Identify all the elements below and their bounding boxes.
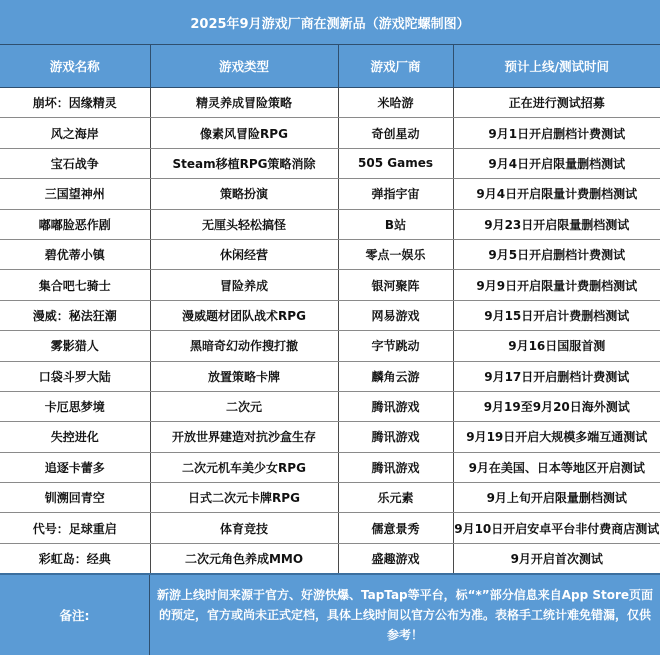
cell-game-name: 漫威：秘法狂潮 xyxy=(0,300,150,330)
cell-game-name: 失控进化 xyxy=(0,422,150,452)
cell-schedule: 9月开启首次测试 xyxy=(453,543,660,573)
cell-schedule: 正在进行测试招募 xyxy=(453,88,660,118)
cell-publisher: 腾讯游戏 xyxy=(338,452,453,482)
cell-genre: 精灵养成冒险策略 xyxy=(150,88,338,118)
cell-publisher: 网易游戏 xyxy=(338,300,453,330)
cell-genre: 二次元角色养成MMO xyxy=(150,543,338,573)
cell-publisher: 字节跳动 xyxy=(338,331,453,361)
table-row xyxy=(0,483,660,513)
cell-publisher: 弹指宇宙 xyxy=(338,179,453,209)
cell-genre: 体育竞技 xyxy=(150,513,338,543)
table-row xyxy=(0,513,660,543)
sheet-title: 2025年9月游戏厂商在测新品（游戏陀螺制图） xyxy=(0,0,660,45)
cell-genre: 漫威题材团队战术RPG xyxy=(150,300,338,330)
cell-game-name: 卡厄思梦境 xyxy=(0,391,150,421)
remarks-note: 新游上线时间来源于官方、好游快爆、TapTap等平台，标“*”部分信息来自App Store页面的预定，官方或尚未正式定档，具体上线时间以官方公布为准。表格手工统计难免错漏，仅供参考！ xyxy=(156,588,654,642)
cell-genre: 策略扮演 xyxy=(150,179,338,209)
cell-schedule: 9月17日开启删档计费测试 xyxy=(453,361,660,391)
column-header-publisher: 游戏厂商 xyxy=(338,45,453,88)
table-row xyxy=(0,543,660,573)
cell-schedule: 9月23日开启限量删档测试 xyxy=(453,209,660,239)
games-table xyxy=(0,45,660,574)
cell-publisher: 银河聚阵 xyxy=(338,270,453,300)
cell-genre: 无厘头轻松搞怪 xyxy=(150,209,338,239)
table-row xyxy=(0,148,660,178)
cell-publisher: 盛趣游戏 xyxy=(338,543,453,573)
cell-game-name: 集合吧七骑士 xyxy=(0,270,150,300)
table-row xyxy=(0,239,660,269)
cell-genre: 黑暗奇幻动作搜打撤 xyxy=(150,331,338,361)
table-row xyxy=(0,361,660,391)
table-row xyxy=(0,118,660,148)
cell-publisher: 零点一娱乐 xyxy=(338,239,453,269)
column-header-schedule: 预计上线/测试时间 xyxy=(453,45,660,88)
cell-genre: 日式二次元卡牌RPG xyxy=(150,483,338,513)
cell-schedule: 9月1日开启删档计费测试 xyxy=(453,118,660,148)
cell-game-name: 彩虹岛：经典 xyxy=(0,543,150,573)
table-row xyxy=(0,88,660,118)
table-row xyxy=(0,270,660,300)
header-row xyxy=(0,45,660,88)
cell-schedule: 9月19日开启大规模多端互通测试 xyxy=(453,422,660,452)
cell-genre: Steam移植RPG策略消除 xyxy=(150,148,338,178)
table-row xyxy=(0,179,660,209)
cell-publisher: 505 Games xyxy=(338,148,453,178)
cell-game-name: 雾影猎人 xyxy=(0,331,150,361)
cell-schedule: 9月15日开启计费删档测试 xyxy=(453,300,660,330)
table-row xyxy=(0,452,660,482)
cell-genre: 二次元 xyxy=(150,391,338,421)
cell-schedule: 9月4日开启限量删档测试 xyxy=(453,148,660,178)
column-header-genre: 游戏类型 xyxy=(150,45,338,88)
cell-publisher: 米哈游 xyxy=(338,88,453,118)
cell-schedule: 9月10日开启安卓平台非付费商店测试 xyxy=(453,513,660,543)
cell-game-name: 口袋斗罗大陆 xyxy=(0,361,150,391)
cell-genre: 开放世界建造对抗沙盒生存 xyxy=(150,422,338,452)
cell-publisher: B站 xyxy=(338,209,453,239)
table-row xyxy=(0,391,660,421)
cell-schedule: 9月19至9月20日海外测试 xyxy=(453,391,660,421)
column-header-name: 游戏名称 xyxy=(0,45,150,88)
cell-schedule: 9月4日开启限量计费删档测试 xyxy=(453,179,660,209)
table-row xyxy=(0,422,660,452)
cell-game-name: 三国望神州 xyxy=(0,179,150,209)
cell-game-name: 嘟嘟脸恶作剧 xyxy=(0,209,150,239)
cell-schedule: 9月上旬开启限量删档测试 xyxy=(453,483,660,513)
cell-game-name: 代号：足球重启 xyxy=(0,513,150,543)
cell-game-name: 风之海岸 xyxy=(0,118,150,148)
table-row xyxy=(0,209,660,239)
cell-genre: 像素风冒险RPG xyxy=(150,118,338,148)
table-row xyxy=(0,300,660,330)
table-row xyxy=(0,331,660,361)
cell-schedule: 9月16日国服首测 xyxy=(453,331,660,361)
cell-genre: 休闲经营 xyxy=(150,239,338,269)
cell-genre: 冒险养成 xyxy=(150,270,338,300)
remarks-footer xyxy=(0,573,660,655)
cell-genre: 放置策略卡牌 xyxy=(150,361,338,391)
cell-publisher: 腾讯游戏 xyxy=(338,422,453,452)
cell-game-name: 追逐卡蕾多 xyxy=(0,452,150,482)
cell-game-name: 碧优蒂小镇 xyxy=(0,239,150,269)
cell-publisher: 乐元素 xyxy=(338,483,453,513)
cell-game-name: 钏溯回青空 xyxy=(0,483,150,513)
cell-game-name: 宝石战争 xyxy=(0,148,150,178)
cell-publisher: 奇创星动 xyxy=(338,118,453,148)
cell-game-name: 崩坏：因缘精灵 xyxy=(0,88,150,118)
cell-schedule: 9月在美国、日本等地区开启测试 xyxy=(453,452,660,482)
cell-schedule: 9月5日开启删档计费测试 xyxy=(453,239,660,269)
cell-genre: 二次元机车美少女RPG xyxy=(150,452,338,482)
cell-publisher: 麟角云游 xyxy=(338,361,453,391)
cell-publisher: 腾讯游戏 xyxy=(338,391,453,421)
cell-publisher: 儒意景秀 xyxy=(338,513,453,543)
cell-schedule: 9月9日开启限量计费删档测试 xyxy=(453,270,660,300)
remarks-label: 备注: xyxy=(0,575,150,655)
